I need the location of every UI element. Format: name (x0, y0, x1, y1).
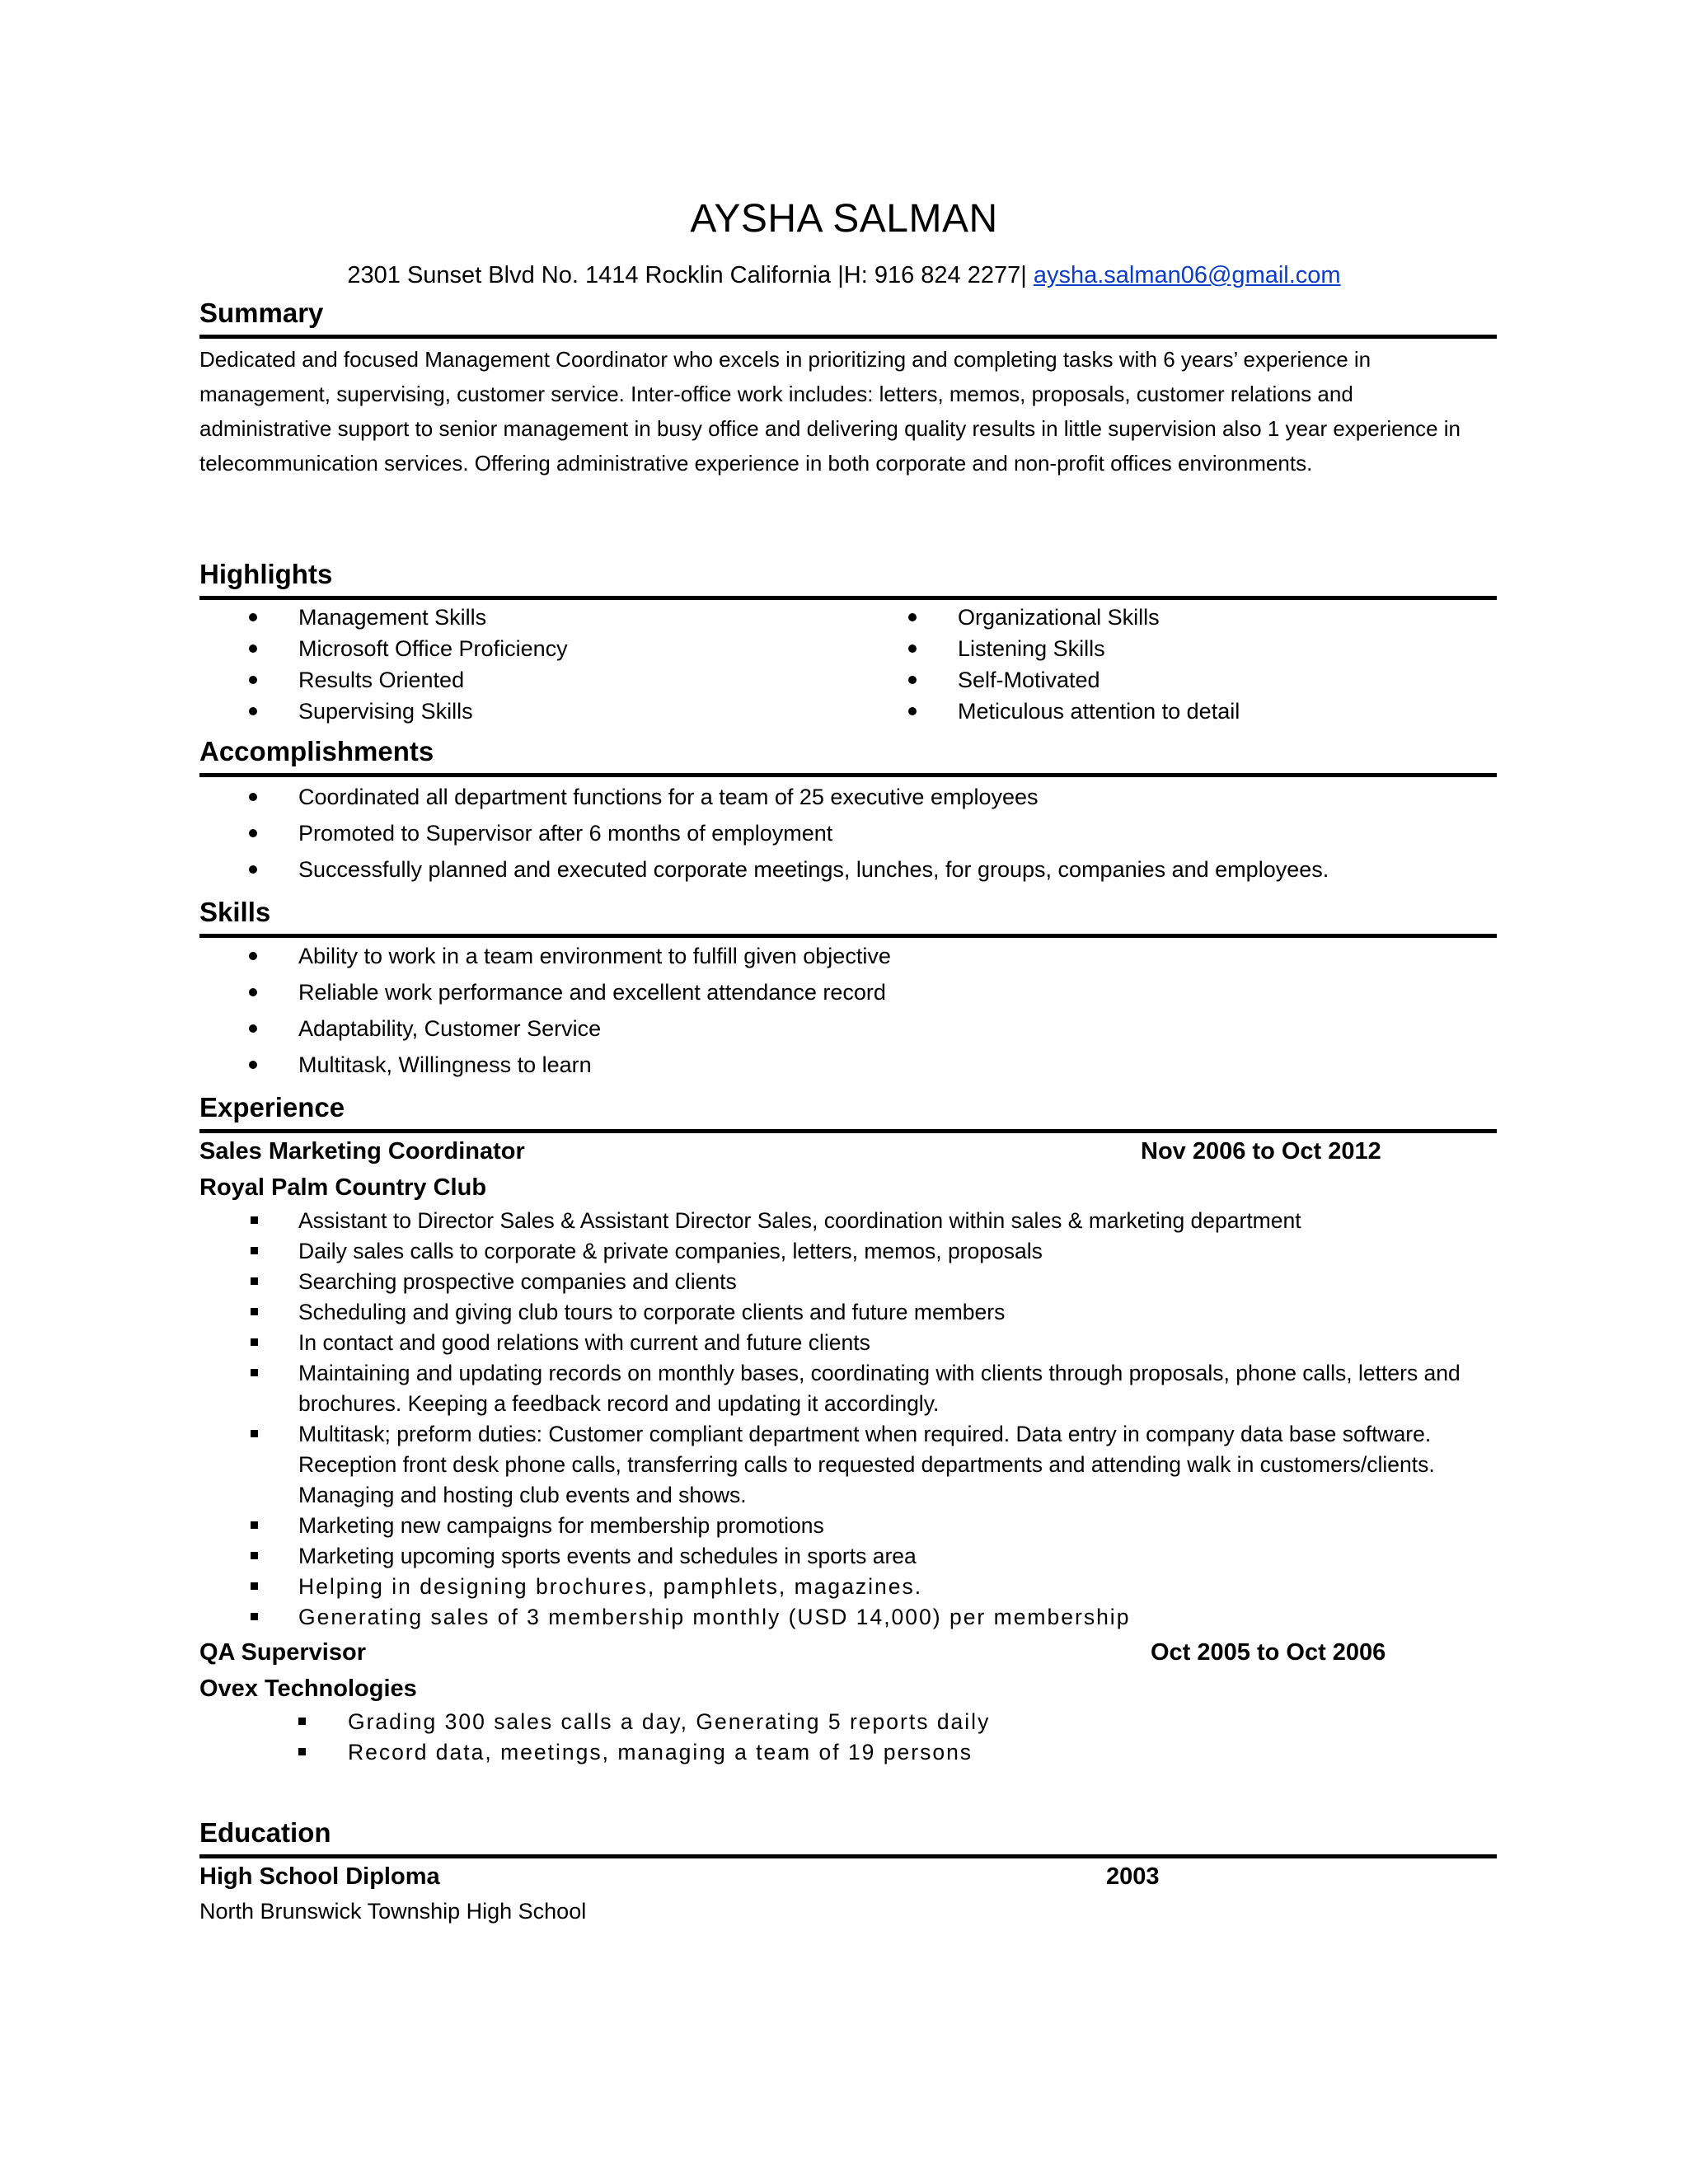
job-duties-list (199, 1206, 1497, 1633)
job-entry (199, 1133, 1497, 1633)
accomplishments-list (199, 779, 1497, 888)
section-divider (199, 773, 1497, 777)
contact-info: 2301 Sunset Blvd No. 1414 Rocklin California |H: 916 824 2277| (347, 262, 1034, 288)
job-duties-list (199, 1707, 1497, 1768)
candidate-name: AYSHA SALMAN (690, 197, 998, 241)
duty-item: Grading 300 sales calls a day, Generating 5 reports daily (199, 1707, 1497, 1737)
duty-item: Maintaining and updating records on monthly bases, coordinating with clients through proposals, phone calls, letters and brochures. Keeping a feedback record and updating it accordingly. (199, 1358, 1497, 1419)
highlight-item: Results Oriented (199, 664, 859, 696)
accomplishments-section (199, 732, 1497, 888)
highlights-section (199, 555, 1497, 727)
experience-section (199, 1088, 1497, 1768)
job-title-row (199, 1133, 1497, 1169)
duty-item: Daily sales calls to corporate & private companies, letters, memos, proposals (199, 1236, 1497, 1267)
highlight-item: Listening Skills (859, 633, 1485, 664)
duty-item: In contact and good relations with current and future clients (199, 1328, 1497, 1358)
summary-heading: Summary (199, 298, 324, 328)
highlight-item: Organizational Skills (859, 602, 1485, 633)
duty-item: Helping in designing brochures, pamphlets, magazines. (199, 1572, 1497, 1602)
skill-item: Multitask, Willingness to learn (199, 1047, 1497, 1083)
highlight-item: Microsoft Office Proficiency (199, 633, 859, 664)
accomplishment-item: Successfully planned and executed corporate meetings, lunches, for groups, companies and employees. (199, 851, 1497, 888)
section-divider (199, 596, 1497, 600)
summary-section (199, 293, 1497, 480)
section-divider (199, 335, 1497, 339)
job-position: QA Supervisor (199, 1639, 366, 1666)
duty-item: Scheduling and giving club tours to corporate clients and future members (199, 1297, 1497, 1328)
education-degree: High School Diploma (199, 1863, 440, 1890)
skill-item: Adaptability, Customer Service (199, 1010, 1497, 1047)
email-link[interactable]: aysha.salman06@gmail.com (1033, 262, 1341, 288)
duty-item: Generating sales of 3 membership monthly (USD 14,000) per membership (199, 1602, 1497, 1633)
education-row (199, 1858, 1497, 1895)
education-heading: Education (199, 1817, 331, 1848)
duty-item: Multitask; preform duties: Customer compliant department when required. Data entry in company data base software. Reception front desk phone calls, transferring calls to requested departments and attending walk in customers/clients. Managing and hosting club events and shows. (199, 1419, 1497, 1511)
duty-item: Searching prospective companies and clients (199, 1267, 1497, 1297)
accomplishment-item: Promoted to Supervisor after 6 months of employment (199, 815, 1497, 851)
highlights-heading: Highlights (199, 559, 333, 589)
job-position: Sales Marketing Coordinator (199, 1138, 525, 1165)
highlight-item: Supervising Skills (199, 696, 859, 727)
duty-item: Marketing new campaigns for membership promotions (199, 1511, 1497, 1541)
highlights-left-list (199, 602, 859, 727)
accomplishments-heading: Accomplishments (199, 736, 434, 766)
education-section (199, 1813, 1497, 1928)
job-dates: Nov 2006 to Oct 2012 (1141, 1138, 1381, 1165)
highlights-columns (199, 602, 1497, 727)
job-dates: Oct 2005 to Oct 2006 (1151, 1639, 1386, 1666)
job-company: Royal Palm Country Club (199, 1174, 487, 1201)
summary-text: Dedicated and focused Management Coordinator who excels in prioritizing and completing tasks with 6 years’ experience in management, supervising, customer service. Inter-office work includes: letters, memos, proposals, customer relations and administrative support to senior management in busy office and delivering quality results in little supervision also 1 year experience in telecommunication services. Offering administrative experience in both corporate and non-profit offices environments. (199, 347, 1461, 476)
duty-item: Assistant to Director Sales & Assistant Director Sales, coordination within sales & marketing department (199, 1206, 1497, 1236)
job-title-row (199, 1634, 1497, 1671)
duty-item: Record data, meetings, managing a team of 19 persons (199, 1737, 1497, 1768)
contact-line (0, 262, 1688, 289)
highlight-item: Management Skills (199, 602, 859, 633)
job-company: Ovex Technologies (199, 1675, 417, 1702)
skills-list (199, 938, 1497, 1083)
job-entry (199, 1634, 1497, 1768)
skills-section (199, 893, 1497, 1083)
highlight-item: Meticulous attention to detail (859, 696, 1485, 727)
duty-item: Marketing upcoming sports events and schedules in sports area (199, 1541, 1497, 1572)
experience-heading: Experience (199, 1092, 345, 1122)
skill-item: Reliable work performance and excellent attendance record (199, 974, 1497, 1010)
highlight-item: Self-Motivated (859, 664, 1485, 696)
education-year: 2003 (1106, 1863, 1160, 1890)
skills-heading: Skills (199, 897, 271, 927)
skill-item: Ability to work in a team environment to fulfill given objective (199, 938, 1497, 974)
highlights-right-list (859, 602, 1485, 727)
education-school: North Brunswick Township High School (199, 1899, 587, 1924)
accomplishment-item: Coordinated all department functions for a team of 25 executive employees (199, 779, 1497, 815)
